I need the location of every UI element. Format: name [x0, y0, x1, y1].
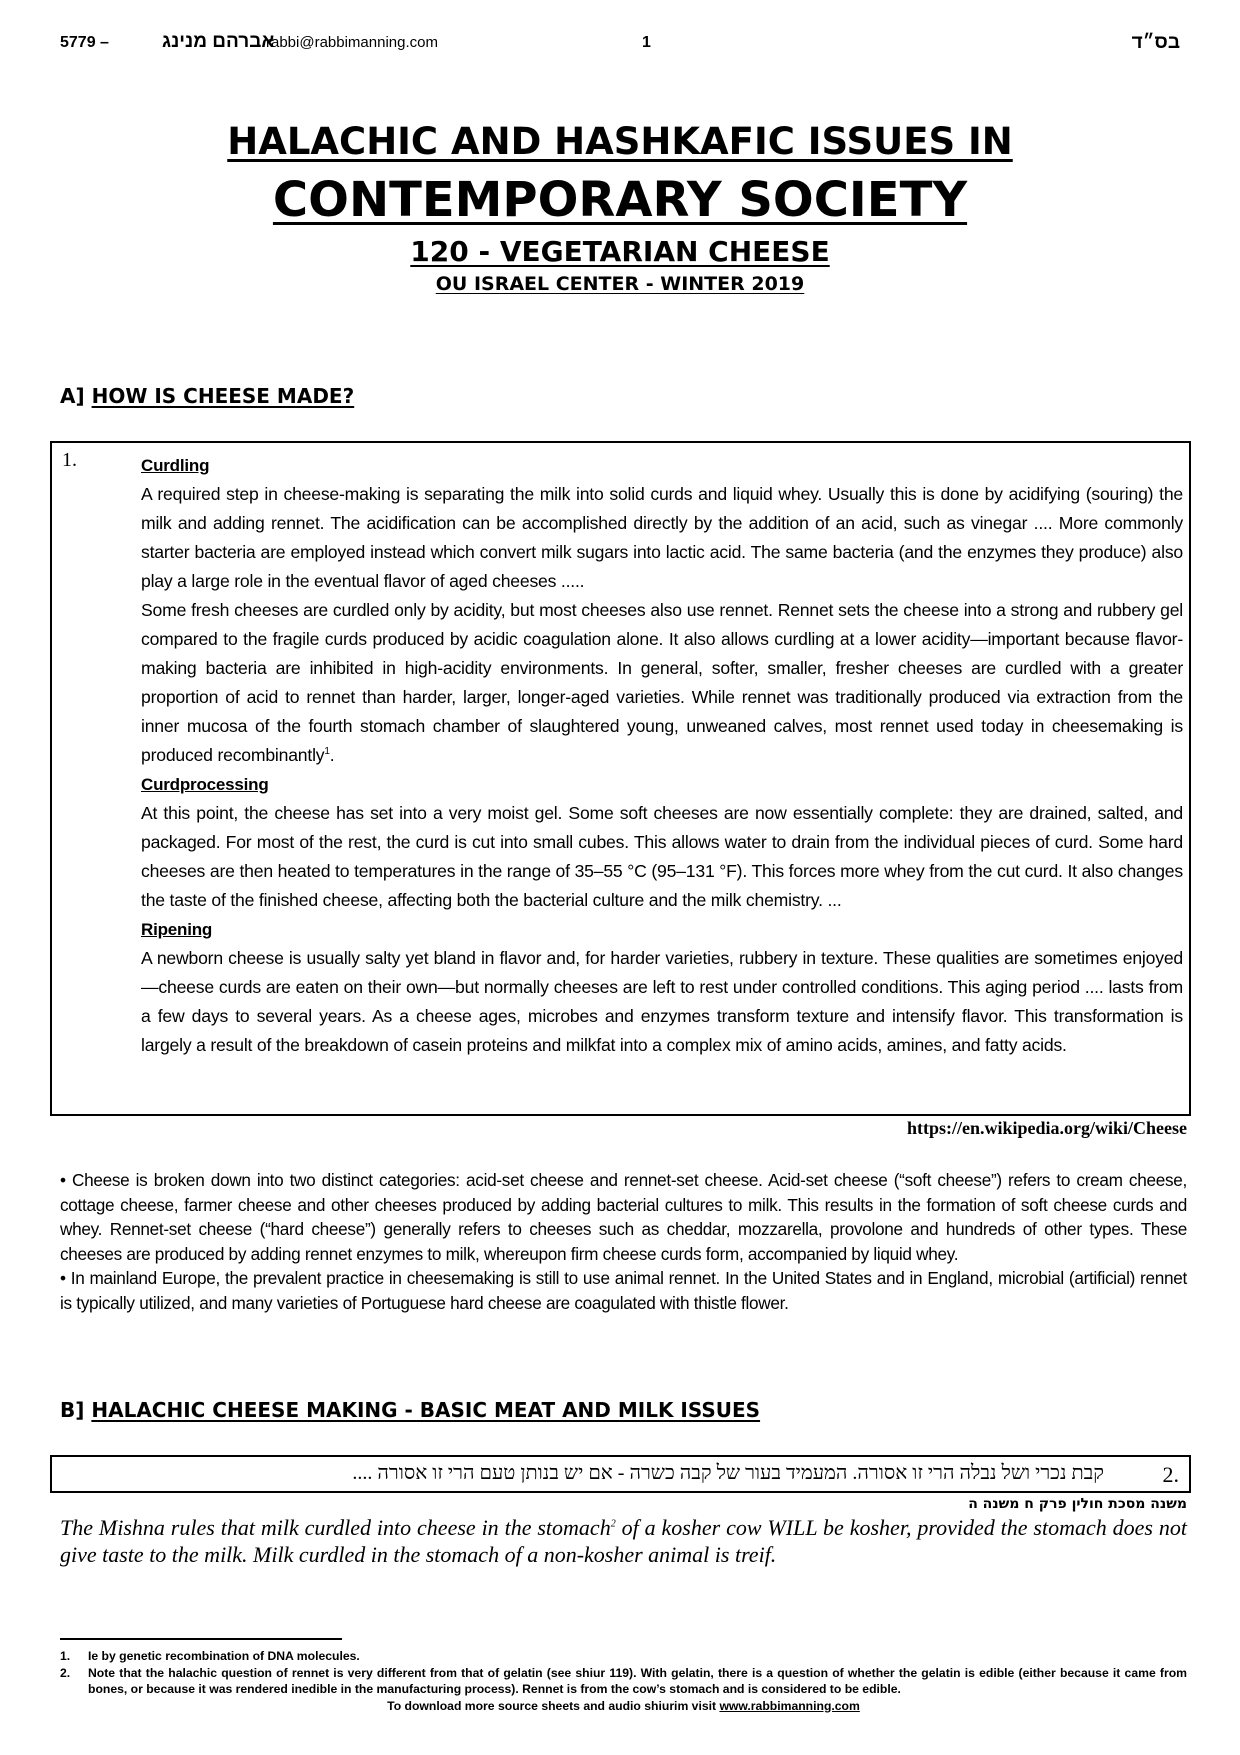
footnote-ref-2: 2 — [610, 1518, 616, 1530]
source-box-2 — [50, 1455, 1191, 1493]
download-note — [60, 1698, 1187, 1715]
ripening-paragraph: A newborn cheese is usually salty yet bland in flavor and, for harder varieties, rubbery in texture. These qualities are sometimes enjoyed—cheese curds are eaten on their own—but normally cheeses are left to rest under controlled conditions. This aging period .... lasts from a few days to several years. As a cheese ages, microbes and enzymes transform texture and intensify flavor. This transformation is largely a result of the breakdown of casein proteins and milkfat into a complex mix of amino acids, amines, and fatty acids. — [141, 948, 1183, 1055]
source-citation[interactable]: https://en.wikipedia.org/wiki/Cheese — [906, 1118, 1187, 1138]
translation-part-b: of a kosher cow WILL be kosher, provided the stomach does not give taste to the milk. Milk curdled in the stomach of a non-kosher animal is treif. — [60, 1515, 1187, 1567]
footnotes — [60, 1648, 1187, 1714]
curdprocessing-paragraph: At this point, the cheese has set into a very moist gel. Some soft cheeses are now essentially complete: they are drained, salted, and packaged. For most of the rest, the curd is cut into small cubes. This allows water to drain from the individual pieces of curd. Some hard cheeses are then heated to temperatures in the range of 35–55 °C (95–131 °F). This forces more whey from the cut curd. It also changes the taste of the finished cheese, affecting both the bacterial culture and the milk chemistry. ... — [141, 803, 1183, 910]
source-box-1 — [50, 441, 1191, 1116]
footnote-text: Note that the halachic question of rennet is very different from that of gelatin (see shiur 119). With gelatin, there is a question of whether the gelatin is edible (either because it came from bones, or because it was rendered inedible in the manufacturing process). Rennet is from the cow’s stomach and is considered to be edible. — [88, 1665, 1187, 1696]
source-number: 2. — [1162, 1462, 1179, 1487]
source-1-content — [141, 451, 1183, 1060]
ripening-heading: Ripening — [141, 920, 213, 939]
curdling-paragraph-2: Some fresh cheeses are curdled only by acidity, but most cheeses also use rennet. Rennet sets the cheese into a strong and rubbery gel compared to the fragile curds produced by acidic coagulation alone. It also allows curdling at a lower acidity—important because flavor-making bacteria are inhibited in high-acidity environments. In general, softer, smaller, fresher cheeses are curdled with a greater proportion of acid to rennet than harder, larger, longer-aged varieties. While rennet was traditionally produced via extraction from the inner mucosa of the fourth stomach chamber of slaughtered young, unweaned calves, most rennet used today in cheesemaking is produced recombinantly$^1$. — [141, 600, 1183, 765]
section-a-prefix: A] — [60, 384, 85, 408]
translation-part-a: The Mishna rules that milk curdled into cheese in the stomach — [60, 1515, 611, 1540]
footnote-ref-1: 1 — [324, 746, 330, 758]
header-author: אברהם מנינג — [162, 31, 275, 52]
hebrew-source-text: קבת נכרי ושל נבלה הרי זו אסורה. המעמיד בעור של קבה כשרה - אם יש בנותן טעם הרי זו אסורה .... — [352, 1462, 1104, 1484]
title-block — [0, 118, 1240, 296]
title-line-1: HALACHIC AND HASHKAFIC ISSUES IN — [227, 120, 1013, 163]
curdprocessing-heading: Curdprocessing — [141, 775, 269, 794]
curdling-paragraph-2-text: Some fresh cheeses are curdled only by acidity, but most cheeses also use rennet. Rennet sets the cheese into a strong and rubbery gel compared to the fragile curds produced by acidic coagulation alone. It also allows curdling at a lower acidity—important because flavor-making bacteria are inhibited in high-acidity environments. In general, softer, smaller, fresher cheeses are curdled with a greater proportion of acid to rennet than harder, larger, longer-aged varieties. While rennet was traditionally produced via extraction from the inner mucosa of the fourth stomach chamber of slaughtered young, unweaned calves, most rennet used today in cheesemaking is produced recombinantly — [141, 600, 1183, 765]
bullet-list — [60, 1168, 1187, 1315]
footnote-item — [60, 1648, 1187, 1665]
curdling-heading: Curdling — [141, 456, 210, 475]
footnote-divider — [60, 1638, 342, 1640]
source-number: 1. — [62, 449, 77, 471]
title-line-2: CONTEMPORARY SOCIETY — [272, 172, 968, 228]
venue-subtitle: OU ISRAEL CENTER - WINTER 2019 — [435, 273, 805, 295]
download-text: To download more source sheets and audio shiurim visit — [387, 1698, 720, 1713]
section-b-heading — [60, 1398, 760, 1422]
section-a-title: HOW IS CHEESE MADE? — [91, 384, 355, 408]
section-a-heading — [60, 384, 354, 408]
footnote-number: 2. — [60, 1665, 71, 1680]
curdling-paragraph-1: A required step in cheese-making is separating the milk into solid curds and liquid whey. Usually this is done by acidifying (souring) the milk and adding rennet. The acidification can be accomplished directly by the addition of an acid, such as vinegar .... More commonly starter bacteria are employed instead which convert milk sugars into lactic acid. The same bacteria (and the enzymes they produce) also play a large role in the eventual flavor of aged cheeses ..... — [141, 484, 1183, 591]
shiur-title: 120 - VEGETARIAN CHEESE — [410, 235, 830, 268]
footnote-item — [60, 1665, 1187, 1698]
header-page-number: 1 — [642, 34, 651, 51]
download-link[interactable]: www.rabbimanning.com — [719, 1698, 860, 1713]
header-email[interactable]: rabbi@rabbimanning.com — [266, 34, 438, 51]
footnote-number: 1. — [60, 1649, 71, 1663]
header-year: 5779 – — [60, 34, 109, 51]
page-header — [60, 31, 1180, 58]
hebrew-source-reference: משנה מסכת חולין פרק ח משנה ה — [968, 1496, 1187, 1512]
bullet-item: • Cheese is broken down into two distinct categories: acid-set cheese and rennet-set cheese. Acid-set cheese (“soft cheese”) refers to cream cheese, cottage cheese, farmer cheese and other cheeses produced by adding bacterial cultures to milk. This results in the formation of soft cheese curds and whey. Rennet-set cheese (“hard cheese”) generally refers to cheeses such as cheddar, mozzarella, provolone and hundreds of other types. These cheeses are produced by adding rennet enzymes to milk, whereupon firm cheese curds form, accompanied by liquid whey. — [60, 1170, 1187, 1264]
translation-paragraph — [60, 1514, 1187, 1568]
section-b-prefix: B] — [60, 1398, 85, 1422]
section-b-title: HALACHIC CHEESE MAKING - BASIC MEAT AND MILK ISSUES — [91, 1398, 761, 1422]
header-bsd: בס״ד — [1131, 32, 1180, 53]
bullet-item: • In mainland Europe, the prevalent practice in cheesemaking is still to use animal rennet. In the United States and in England, microbial (artificial) rennet is typically utilized, and many varieties of Portuguese hard cheese are coagulated with thistle flower. — [60, 1268, 1187, 1313]
footnote-text: Ie by genetic recombination of DNA molecules. — [88, 1649, 360, 1663]
